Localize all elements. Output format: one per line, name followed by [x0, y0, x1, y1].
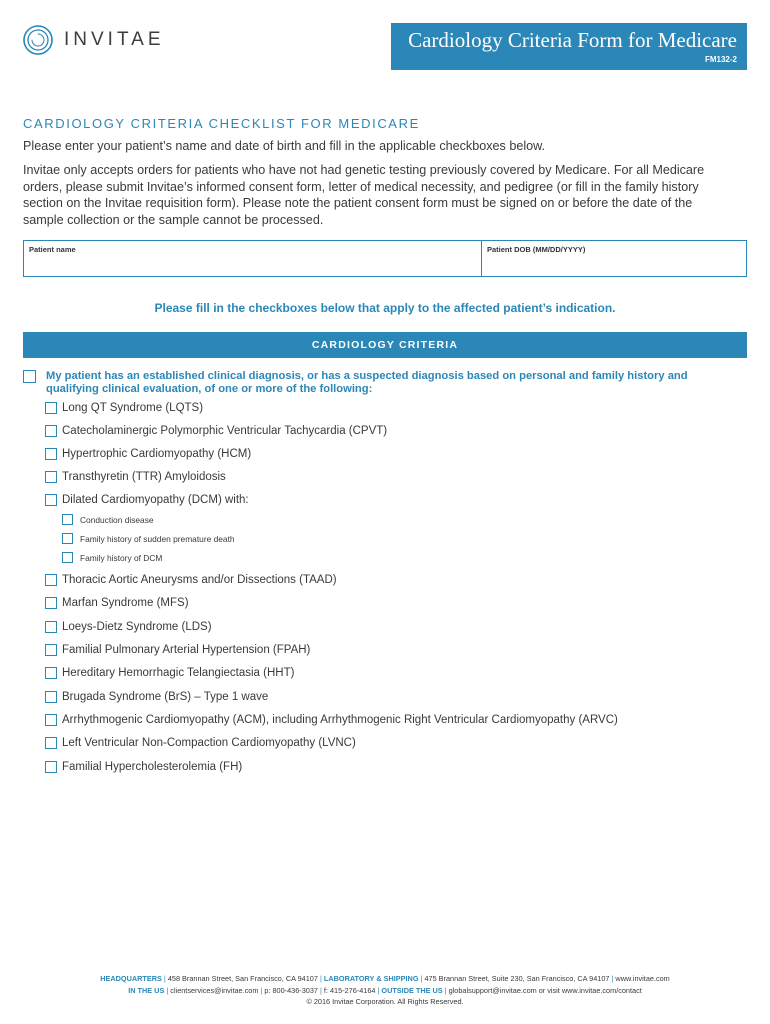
checkbox[interactable]	[45, 597, 57, 609]
criteria-item-mfs[interactable]	[45, 597, 189, 609]
criteria-item-fh[interactable]	[45, 761, 242, 773]
footer-website-link[interactable]: www.invitae.com	[615, 974, 670, 983]
footer-us-label: IN THE US	[128, 985, 165, 995]
dcm-subitem-family-dcm[interactable]	[62, 552, 162, 563]
footer	[0, 973, 770, 1008]
patient-dob-label: Patient DOB (MM/DD/YYYY)	[487, 245, 586, 254]
dcm-subitem-label: Family history of sudden premature death	[80, 533, 235, 544]
patient-info-box	[23, 240, 747, 277]
criteria-item-label: Marfan Syndrome (MFS)	[62, 597, 189, 609]
criteria-item-label: Left Ventricular Non-Compaction Cardiomyopathy (LVNC)	[62, 737, 356, 749]
criteria-item-lvnc[interactable]	[45, 737, 356, 749]
intro-paragraph: Please enter your patient’s name and date of birth and fill in the applicable checkboxes below.	[23, 139, 546, 153]
main-diagnosis-statement: My patient has an established clinical diagnosis, or has a suspected diagnosis based on personal and family history and qualifying clinical evaluation, of one or more of the following:	[46, 370, 688, 395]
footer-hq-address: 458 Brannan Street, San Francisco, CA 94107	[167, 974, 318, 983]
criteria-item-fpah[interactable]	[45, 644, 310, 656]
criteria-item-label: Thoracic Aortic Aneurysms and/or Dissections (TAAD)	[62, 574, 337, 586]
footer-copyright: © 2016 Invitae Corporation. All Rights Reserved.	[306, 997, 464, 1006]
criteria-item-label: Hypertrophic Cardiomyopathy (HCM)	[62, 448, 252, 460]
criteria-item-lds[interactable]	[45, 621, 212, 633]
criteria-item-hcm[interactable]	[45, 448, 251, 460]
checkbox[interactable]	[45, 644, 57, 656]
form-title: Cardiology Criteria Form for Medicare	[408, 28, 737, 52]
footer-lab-label: LABORATORY & SHIPPING	[323, 974, 419, 983]
footer-us-fax: f: 415-276-4164	[323, 985, 376, 995]
checkbox[interactable]	[45, 494, 57, 506]
dcm-subitem-sudden-death[interactable]	[62, 533, 235, 544]
criteria-item-label: Long QT Syndrome (LQTS)	[62, 402, 204, 414]
footer-lab-address: 475 Brannan Street, Suite 230, San Francisco, CA 94107	[424, 974, 610, 983]
checkbox[interactable]	[62, 552, 73, 563]
criteria-item-label: Loeys-Dietz Syndrome (LDS)	[62, 621, 212, 633]
brand-name: INVITAE	[64, 29, 165, 50]
medicare-paragraph: Invitae only accepts orders for patients who have not had genetic testing previously covered by Medicare. For all Medicare orders, please submit Invitae’s informed consent form, letter of medical necessity, and pedigree (or fill in the family history section on the Invitae requisition form). Please note the patient consent form must be signed on or before the date of the sample collection or the sample cannot be processed.	[23, 163, 705, 227]
footer-hq-label: HEADQUARTERS	[100, 974, 162, 983]
invitae-logo	[20, 22, 165, 58]
checkbox[interactable]	[45, 471, 57, 483]
invitae-swirl-icon	[20, 22, 56, 58]
criteria-item-dcm[interactable]	[45, 494, 249, 506]
checkbox[interactable]	[45, 425, 57, 437]
footer-line-1: HEADQUARTERS | 458 Brannan Street, San Francisco, CA 94107 | LABORATORY & SHIPPING | 475 Brannan Street, Suite 230, San Francisco, CA 94107 | www.invitae.com	[100, 974, 670, 983]
criteria-item-hht[interactable]	[45, 667, 294, 679]
patient-name-field[interactable]	[24, 241, 482, 276]
checkbox[interactable]	[62, 514, 73, 525]
checkbox-instruction: Please fill in the checkboxes below that apply to the affected patient’s indication.	[154, 301, 616, 315]
checkbox[interactable]	[45, 737, 57, 749]
criteria-item-label: Familial Pulmonary Arterial Hypertension (FPAH)	[62, 644, 311, 656]
criteria-item-taad[interactable]	[45, 574, 337, 586]
criteria-item-label: Hereditary Hemorrhagic Telangiectasia (HHT)	[62, 667, 295, 679]
footer-line-2: IN THE US | clientservices@invitae.com | p: 800-436-3037 | f: 415-276-4164 | OUTSIDE THE US | globalsupport@invitae.com or visit www.invitae.com/contact	[128, 985, 642, 995]
criteria-item-label: Arrhythmogenic Cardiomyopathy (ACM), including Arrhythmogenic Right Ventricular Cardiomyopathy (ARVC)	[62, 714, 618, 726]
checkbox[interactable]	[45, 621, 57, 633]
form-code: FM132-2	[704, 55, 737, 64]
dcm-subitem-label: Conduction disease	[80, 514, 154, 525]
criteria-item-label: Familial Hypercholesterolemia (FH)	[62, 761, 243, 773]
criteria-item-label: Dilated Cardiomyopathy (DCM) with:	[62, 494, 249, 506]
criteria-item-label: Brugada Syndrome (BrS) – Type 1 wave	[62, 691, 269, 703]
checkbox[interactable]	[45, 574, 57, 586]
footer-outside-label: OUTSIDE THE US	[381, 985, 443, 995]
form-title-box	[391, 23, 747, 70]
footer-outside-contact: globalsupport@invitae.com or visit www.invitae.com/contact	[448, 985, 642, 995]
checkbox[interactable]	[45, 761, 57, 773]
criteria-header-label: CARDIOLOGY CRITERIA	[311, 339, 459, 351]
criteria-item-cpvt[interactable]	[45, 425, 387, 437]
criteria-item-label: Transthyretin (TTR) Amyloidosis	[62, 471, 226, 483]
dcm-subitem-label: Family history of DCM	[80, 552, 163, 563]
footer-us-email[interactable]: clientservices@invitae.com	[170, 985, 259, 995]
main-diagnosis-checkbox[interactable]	[23, 370, 36, 383]
criteria-item-lqts[interactable]	[45, 402, 203, 414]
footer-us-phone: p: 800-436-3037	[264, 985, 318, 995]
patient-dob-field[interactable]	[482, 241, 746, 276]
checkbox[interactable]	[45, 402, 57, 414]
criteria-item-label: Catecholaminergic Polymorphic Ventricular Tachycardia (CPVT)	[62, 425, 388, 437]
checkbox[interactable]	[45, 667, 57, 679]
patient-name-label: Patient name	[29, 245, 76, 254]
checkbox[interactable]	[45, 448, 57, 460]
criteria-item-acm[interactable]	[45, 714, 618, 726]
criteria-item-ttr[interactable]	[45, 471, 226, 483]
checkbox[interactable]	[45, 714, 57, 726]
criteria-header-bar	[23, 332, 747, 358]
criteria-item-brs[interactable]	[45, 691, 268, 703]
dcm-subitem-conduction[interactable]	[62, 514, 154, 525]
checkbox[interactable]	[45, 691, 57, 703]
checkbox[interactable]	[62, 533, 73, 544]
checklist-heading: CARDIOLOGY CRITERIA CHECKLIST FOR MEDICARE	[23, 116, 420, 131]
